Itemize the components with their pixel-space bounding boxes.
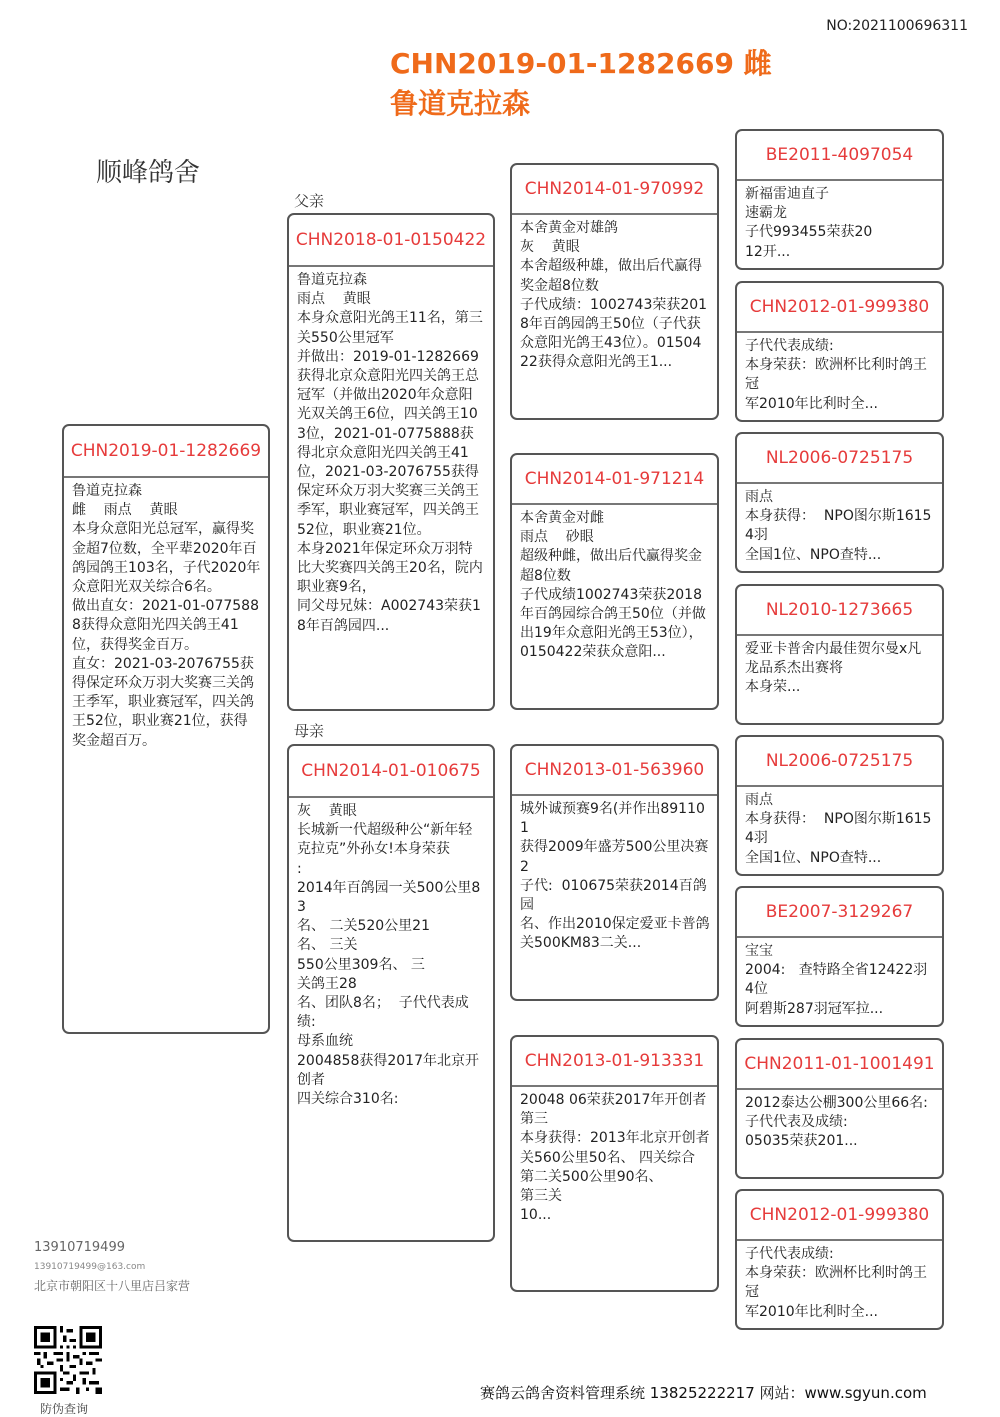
grandparent-description: 20048 06荣获2017年开创者第三 本身获得：2013年北京开创者 关560公里50名、 四关综合 第二关500公里90名、 第三关 10...	[520, 1092, 710, 1224]
great-grandparent-description: 子代代表成绩: 本身荣获：欧洲杯比利时鸽王冠 军2010年比利时全...	[745, 1246, 927, 1320]
grandparent-card-4	[510, 1035, 719, 1292]
grandparent-card-3	[510, 744, 719, 1001]
subject-description: 鲁道克拉森 雌 雨点 黄眼 本身众意阳光总冠军，赢得奖金超7位数，全平辈2020年百鸽园鸽王103名，子代2020年众意阳光双关综合6名。 做出直女：2021-01-0775888获得众意阳光四关鸽王41位，获得奖金百万。 直女：2021-03-2076755获得保定环众万羽大奖赛三关鸽王季军，职业赛冠军，四关鸽王52位，职业赛21位，获得奖金超百万。	[72, 483, 261, 749]
great-grandparent-ring: CHN2012-01-999380	[737, 283, 942, 333]
contact-phone: 13910719499	[34, 1240, 125, 1255]
great-grandparent-ring: BE2007-3129267	[737, 888, 942, 938]
great-grandparent-card-3	[735, 432, 944, 573]
great-grandparent-description: 新福雷迪直子 速霸龙 子代993455荣获20 12开...	[745, 186, 873, 260]
document-number: NO:2021100696311	[826, 18, 968, 34]
great-grandparent-ring: NL2006-0725175	[737, 434, 942, 484]
pigeon-title-name: 鲁道克拉森	[390, 87, 531, 120]
grandparent-description: 城外诚预赛9名(并作出891101 获得2009年盛芳500公里决赛2 子代: 010675荣获2014百鸽园 名、作出2010保定爱亚卡普鸽 关500KM83二关...	[520, 801, 710, 952]
great-grandparent-ring: CHN2012-01-999380	[737, 1191, 942, 1241]
contact-address: 北京市朝阳区十八里店吕家营	[34, 1279, 191, 1293]
qr-code-icon[interactable]	[34, 1326, 102, 1394]
great-grandparent-ring: CHN2011-01-1001491	[737, 1040, 942, 1090]
great-grandparent-ring: NL2006-0725175	[737, 737, 942, 787]
grandparent-description: 本舍黄金对雌 雨点 砂眼 超级种雌，做出后代赢得奖金超8位数 子代成绩1002743荣获2018年百鸽园综合鸽王50位（并做出19年众意阳光鸽王53位），0150422荣获众意阳...	[520, 510, 706, 661]
great-grandparent-description: 子代代表成绩: 本身荣获：欧洲杯比利时鸽王冠 军2010年比利时全...	[745, 338, 927, 412]
great-grandparent-description: 雨点 本身获得： NPO图尔斯16154羽 全国1位、NPO查特...	[745, 489, 932, 563]
footer-text: 赛鸽云鸽舍资料管理系统 13825222217 网站：www.sgyun.com	[480, 1384, 927, 1402]
pigeon-title-ring: CHN2019-01-1282669 雌	[390, 47, 772, 80]
father-description: 鲁道克拉森 雨点 黄眼 本身众意阳光鸽王11名，第三关550公里冠军 并做出：2019-01-1282669获得北京众意阳光四关鸽王总冠军（并做出2020年众意阳光双关鸽王6位，四关鸽王103位，2021-01-0775888获得北京众意阳光四关鸽王41位，2021-03-2076755获得保定环众万羽大奖赛三关鸽王季军，职业赛冠军，四关鸽王52位，职业赛21位。 本身2021年保定环众万羽特比大奖赛四关鸽王20名，院内职业赛9名， 同父母兄妹：A002743荣获18年百鸽园四...	[297, 272, 483, 634]
great-grandparent-description: 爱亚卡普舍内最佳贺尔曼x凡 龙品系杰出赛将 本身荣...	[745, 641, 922, 696]
great-grandparent-ring: NL2010-1273665	[737, 586, 942, 636]
great-grandparent-card-1	[735, 129, 944, 270]
great-grandparent-card-4	[735, 584, 944, 725]
qr-caption: 防伪查询	[40, 1402, 89, 1416]
contact-email: 13910719499@163.com	[34, 1262, 146, 1272]
great-grandparent-description: 雨点 本身获得： NPO图尔斯16154羽 全国1位、NPO查特...	[745, 792, 932, 866]
great-grandparent-card-5	[735, 735, 944, 876]
father-card	[287, 213, 495, 711]
grandparent-ring: CHN2014-01-971214	[512, 455, 717, 505]
great-grandparent-card-6	[735, 886, 944, 1027]
great-grandparent-card-2	[735, 281, 944, 422]
great-grandparent-card-8	[735, 1189, 944, 1330]
mother-card	[287, 744, 495, 1242]
grandparent-ring: CHN2014-01-970992	[512, 165, 717, 215]
great-grandparent-description: 2012泰达公棚300公里66名: 子代代表及成绩: 05035荣获201...	[745, 1095, 928, 1150]
mother-description: 灰 黄眼 长城新一代超级种公“新年轻 克拉克”外孙女!本身荣获 : 2014年百鸽园一关500公里83 名、 二关520公里21 名、 三关 550公里309名、 三 关鸽王28 名、团队8名； 子代代表成绩: 母系血统 2004858获得2017年北京开创者 四关综合310名:	[297, 803, 481, 1108]
father-label: 父亲	[294, 192, 325, 210]
grandparent-description: 本舍黄金对雄鸽 灰 黄眼 本舍超级种雄，做出后代赢得奖金超8位数 子代成绩：1002743荣获2018年百鸽园鸽王50位（子代获众意阳光鸽王43位）。0150422获得众意阳光鸽王1...	[520, 220, 708, 371]
loft-name: 顺峰鸽舍	[96, 158, 201, 188]
grandparent-ring: CHN2013-01-563960	[512, 746, 717, 796]
mother-label: 母亲	[294, 722, 325, 740]
grandparent-card-1	[510, 163, 719, 420]
grandparent-ring: CHN2013-01-913331	[512, 1037, 717, 1087]
mother-ring: CHN2014-01-010675	[289, 746, 493, 798]
great-grandparent-description: 宝宝 2004: 查特路全省12422羽4位 阿碧斯287羽冠军拉...	[745, 943, 928, 1017]
subject-card	[62, 424, 270, 1034]
great-grandparent-card-7	[735, 1038, 944, 1179]
great-grandparent-ring: BE2011-4097054	[737, 131, 942, 181]
subject-ring: CHN2019-01-1282669	[64, 426, 268, 478]
father-ring: CHN2018-01-0150422	[289, 215, 493, 267]
grandparent-card-2	[510, 453, 719, 710]
